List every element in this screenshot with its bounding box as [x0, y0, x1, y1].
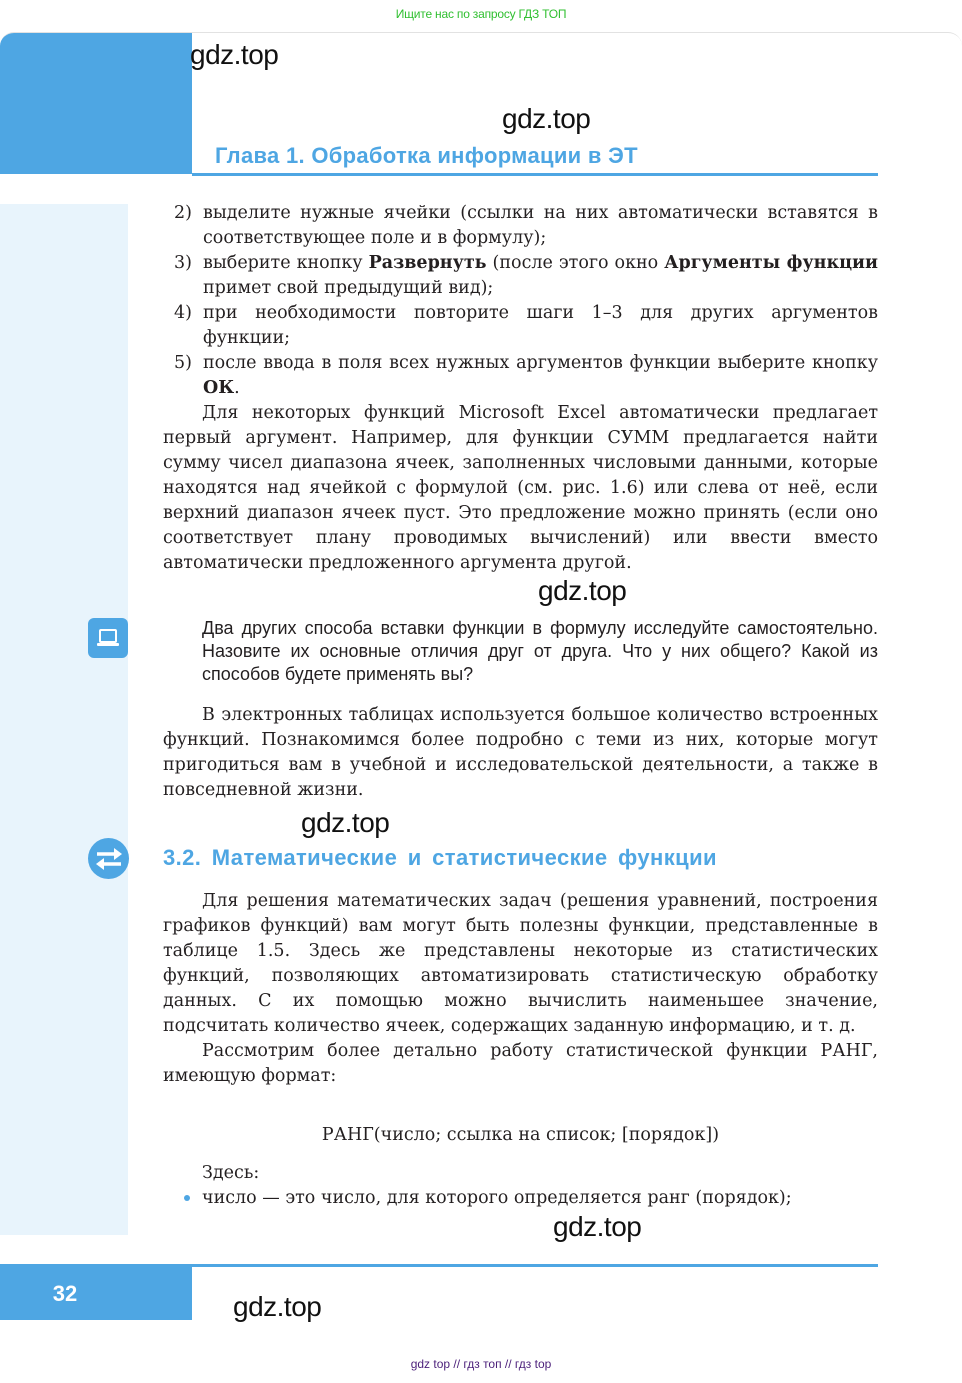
header-color-block	[0, 33, 192, 174]
watermark: gdz.top	[233, 1291, 322, 1322]
here-block	[163, 1161, 878, 1211]
step-number: 5)	[174, 353, 192, 373]
watermark: gdz.top	[301, 807, 390, 838]
top-banner[interactable]: Ищите нас по запросу ГДЗ ТОП	[395, 7, 567, 21]
button-name-ok: ОК	[203, 378, 235, 398]
textbook-page	[0, 32, 962, 1333]
button-name-expand: Развернуть	[368, 253, 487, 273]
page-number: 32	[52, 1280, 78, 1306]
step-text: выберите кнопку	[203, 253, 369, 273]
step-text: примет свой предыдущий вид);	[203, 278, 494, 298]
section-body	[163, 889, 878, 1089]
chapter-title: Глава 1. Обработка информации в ЭТ	[215, 143, 638, 168]
step-item	[163, 251, 878, 301]
task-text: Два других способа вставки функции в формулу исследуйте самостоятельно. Назовите их основные отличия друг от друга. Что у них общего? Какой из способов будете применять вы?	[202, 618, 878, 684]
section-title: 3.2. Математические и статистические функции	[163, 845, 717, 870]
rank-formula: РАНГ(число; ссылка на список; [порядок])	[321, 1125, 720, 1145]
watermark: gdz.top	[553, 1211, 642, 1242]
paragraph-math: Для решения математических задач (решения уравнений, построения графиков функций) вам могут быть полезны функции, представленные в таблице 1.5. Здесь же представлены некоторые из статистических функций, позволяющих автоматизировать статистическую обработку данных. С их помощью можно вычислить наименьшее значение, подсчитать количество ячеек, содержащих заданную информацию, и т. д.	[163, 891, 878, 1036]
watermark: gdz.top	[190, 39, 279, 70]
watermark: gdz.top	[538, 575, 627, 606]
window-name-arguments: Аргументы функции	[664, 253, 879, 273]
step-number: 4)	[174, 303, 192, 323]
paragraph-rank: Рассмотрим более детально работу статистической функции РАНГ, имеющую формат:	[163, 1041, 878, 1086]
paragraph-excel: Для некоторых функций Microsoft Excel автоматически предлагает первый аргумент. Например, для функции СУММ предлагается найти сумму чисел диапазона ячеек, заполненных числовыми данными, которые находятся над ячейкой с формулой (см. рис. 1.6) или слева от неё, если верхний диапазон ячеек пуст. Это предложение можно принять (если оно соответствует плану проводимых вычислений) или ввести вместо автоматически предложенного аргумента другой.	[163, 403, 878, 573]
step-item	[163, 301, 878, 351]
bullet-item: число — это число, для которого определяется ранг (порядок);	[202, 1188, 792, 1208]
step-number: 3)	[174, 253, 192, 273]
laptop-icon	[88, 618, 128, 658]
step-text: (после этого окно	[486, 253, 665, 273]
paragraph-builtin-block	[163, 703, 878, 803]
step-item	[163, 351, 878, 401]
watermark: gdz.top	[502, 103, 591, 134]
steps-list	[163, 201, 878, 576]
step-text: при необходимости повторите шаги 1–3 для других аргументов функции;	[203, 303, 878, 348]
paragraph-builtin: В электронных таблицах используется большое количество встроенных функций. Познакомимся более подробно с теми из них, которые могут пригодиться вам в учебной и исследовательской деятельности, а также в повседневной жизни.	[163, 705, 878, 800]
step-number: 2)	[174, 203, 192, 223]
step-text: после ввода в поля всех нужных аргументов функции выберите кнопку	[203, 353, 878, 373]
footer-links[interactable]: gdz top // гдз топ // гдз top	[410, 1357, 552, 1371]
header-rule	[192, 173, 878, 176]
exchange-arrows-icon	[88, 838, 129, 879]
step-text: .	[234, 378, 240, 398]
bullet-dot-icon	[184, 1195, 190, 1201]
step-text: выделите нужные ячейки (ссылки на них автоматически вставятся в соответствующее поле и в формулу);	[203, 203, 878, 248]
here-label: Здесь:	[202, 1163, 260, 1183]
margin-strip	[0, 204, 128, 1235]
page-number-block	[0, 1267, 192, 1320]
step-item	[163, 201, 878, 251]
